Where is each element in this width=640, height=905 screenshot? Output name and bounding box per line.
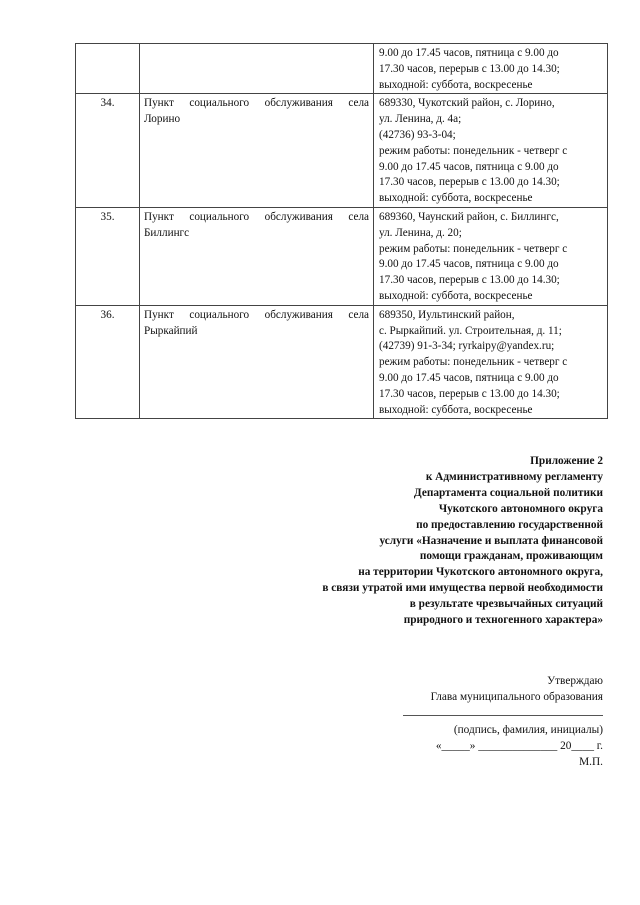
info-line: 9.00 до 17.45 часов, пятница с 9.00 до	[379, 258, 559, 271]
date-line: «_____» ______________ 20____ г.	[435, 739, 603, 752]
info-line: 17.30 часов, перерыв с 13.00 до 14.30;	[379, 274, 560, 287]
appendix-line: по предоставлению государственной	[416, 518, 603, 531]
appendix-heading	[322, 454, 603, 629]
appendix-line: Чукотского автономного округа	[438, 502, 603, 515]
row-number: 35.	[76, 207, 140, 305]
info-line: 17.30 часов, перерыв с 13.00 до 14.30;	[379, 176, 560, 189]
approve-label: Утверждаю	[547, 675, 603, 687]
appendix-line: в связи утратой ими имущества первой необходимости	[322, 582, 603, 595]
info-line: 9.00 до 17.45 часов, пятница с 9.00 до	[379, 47, 559, 59]
row-number	[76, 44, 140, 94]
offices-table	[75, 43, 608, 419]
offices-table-body	[76, 44, 608, 419]
stamp-label: М.П.	[579, 756, 603, 769]
appendix-line: помощи гражданам, проживающим	[419, 550, 603, 563]
office-contact-info	[374, 305, 608, 419]
info-line: 9.00 до 17.45 часов, пятница с 9.00 до	[379, 160, 559, 173]
info-line: выходной: суббота, воскресенье	[379, 289, 533, 302]
appendix-title: Приложение 2	[530, 455, 603, 467]
appendix-line: услуги «Назначение и выплата финансовой	[379, 534, 603, 547]
info-line: 689350, Иультинский район,	[379, 308, 515, 321]
approver-position: Глава муниципального образования	[430, 691, 603, 704]
table-row	[76, 305, 608, 419]
table-row	[76, 207, 608, 305]
info-line: ул. Ленина, д. 4а;	[379, 113, 462, 126]
table-row	[76, 94, 608, 208]
appendix-line: природного и техногенного характера»	[403, 614, 603, 627]
info-line: 689330, Чукотский район, с. Лорино,	[379, 97, 555, 110]
table-row	[76, 44, 608, 94]
info-line: выходной: суббота, воскресенье	[379, 78, 533, 91]
info-line: режим работы: понедельник - четверг с	[379, 144, 568, 157]
info-line: режим работы: понедельник - четверг с	[379, 356, 568, 369]
info-line: 689360, Чаунский район, с. Биллингс,	[379, 210, 559, 223]
office-name: Пункт социального обслуживания села Лорино	[140, 94, 374, 208]
info-line: 17.30 часов, перерыв с 13.00 до 14.30;	[379, 387, 560, 400]
office-contact-info	[374, 207, 608, 305]
office-name: Пункт социального обслуживания села Биллингс	[140, 207, 374, 305]
info-line: 9.00 до 17.45 часов, пятница с 9.00 до	[379, 371, 559, 384]
appendix-line: Департамента социальной политики	[413, 486, 603, 499]
appendix-line: в результате чрезвычайных ситуаций	[409, 598, 603, 611]
info-line: (42736) 93-3-04;	[379, 128, 456, 141]
info-line: 17.30 часов, перерыв с 13.00 до 14.30;	[379, 62, 560, 75]
info-line: выходной: суббота, воскресенье	[379, 403, 533, 416]
info-line: ул. Ленина, д. 20;	[379, 226, 462, 239]
appendix-line: на территории Чукотского автономного округа,	[358, 566, 603, 579]
signature-line	[403, 705, 603, 721]
info-line: с. Рыркайпий. ул. Строительная, д. 11;	[379, 324, 562, 337]
row-number: 36.	[76, 305, 140, 419]
info-line: (42739) 91-3-34; ryrkaipy@yandex.ru;	[379, 340, 555, 353]
appendix-line: к Административному регламенту	[425, 470, 603, 483]
approval-block	[403, 673, 603, 770]
office-name: Пункт социального обслуживания села Рыркайпий	[140, 305, 374, 419]
signature-hint: (подпись, фамилия, инициалы)	[453, 723, 603, 736]
info-line: выходной: суббота, воскресенье	[379, 192, 533, 205]
office-contact-info	[374, 44, 608, 94]
office-name	[140, 44, 374, 94]
office-contact-info	[374, 94, 608, 208]
info-line: режим работы: понедельник - четверг с	[379, 242, 568, 255]
row-number: 34.	[76, 94, 140, 208]
